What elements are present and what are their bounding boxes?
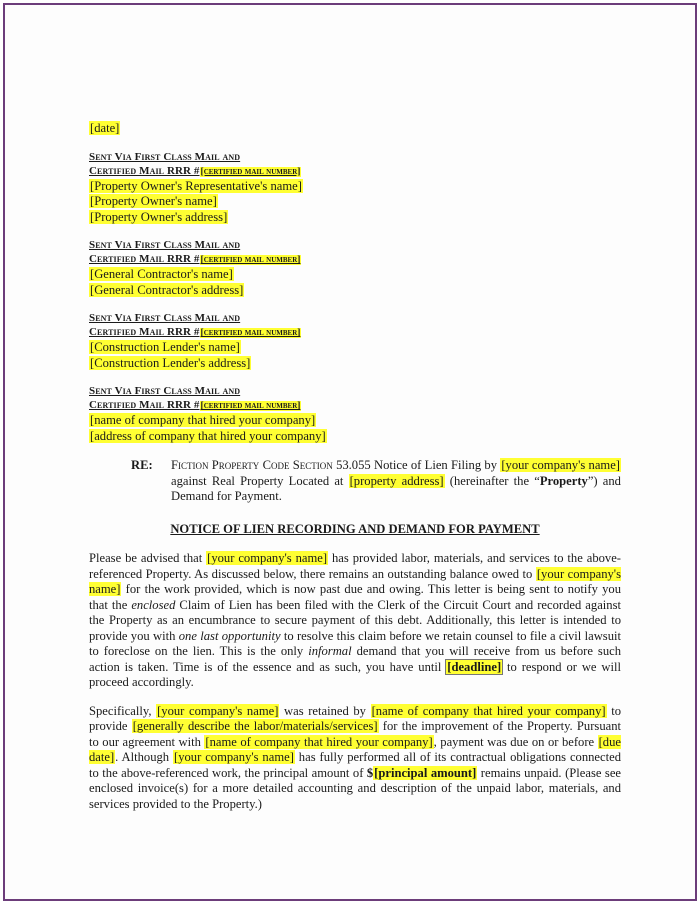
p1-text: demand that you will receive from us before such action is taken. Time is of the essence and as such, you have until: [89, 644, 621, 674]
p1-text: Claim of Lien has been filed with the Clerk of the Circuit Court and recorded against the Property as an encumbrance to secure payment of this debt. Additionally, this letter is intended to provide you with: [89, 597, 621, 643]
hiring-company-placeholder: [name of company that hired your company]: [371, 703, 606, 718]
re-text-3: (hereinafter the “: [444, 473, 540, 488]
recipient-line: [Construction Lender's name]: [90, 340, 240, 354]
recipient-block-1: [89, 150, 621, 226]
p1-text: to resolve this claim before we retain counsel to file a civil lawsuit to foreclose on the lien. This is the only: [89, 628, 621, 658]
certified-label: Certified Mail RRR #: [89, 326, 200, 338]
p2-text: was retained by: [279, 703, 371, 718]
sent-via-label: Sent Via First Class Mail and: [89, 150, 241, 163]
p2-text: has fully performed all of its contractual obligations connected to the above-referenced work, the principal amount of: [89, 750, 622, 780]
certified-label: Certified Mail RRR #: [89, 253, 200, 265]
certified-number: [certified mail number]: [200, 328, 301, 338]
date-placeholder: [date]: [90, 121, 120, 135]
last-opportunity-italic: one last opportunity: [178, 628, 281, 643]
property-term: Property: [539, 473, 588, 488]
hiring-company-placeholder: [name of company that hired your company]: [205, 734, 433, 749]
recipient-line: [Property Owner's name]: [90, 194, 217, 208]
recipient-block-2: [89, 238, 621, 298]
re-label: RE:: [131, 458, 153, 472]
letter-body: [89, 121, 621, 825]
sent-via-label: Sent Via First Class Mail and: [89, 239, 241, 251]
services-placeholder: [generally describe the labor/materials/services]: [132, 719, 378, 733]
company-name-placeholder: [your company's name]: [157, 703, 279, 718]
informal-italic: informal: [308, 644, 352, 658]
re-text-1: 53.055 Notice of Lien Filing by: [332, 458, 501, 472]
p2-text: . Although: [115, 750, 174, 764]
p2-text: Specifically,: [89, 703, 157, 718]
p2-text: for the improvement of the Property. Pursuant to our agreement with: [89, 719, 622, 749]
recipient-block-4: [89, 384, 621, 444]
company-name-placeholder: [your company's name]: [207, 551, 328, 565]
certified-label: Certified Mail RRR #: [89, 399, 200, 411]
p1-text: to respond or we will proceed accordingly.: [89, 659, 621, 689]
deadline-placeholder: [deadline]: [447, 659, 502, 674]
property-address-placeholder: [property address]: [349, 473, 444, 488]
re-text-2: against Real Property Located at: [171, 473, 349, 488]
sent-via-label: Sent Via First Class Mail and: [89, 312, 241, 324]
certified-label: Certified Mail RRR #: [89, 164, 200, 177]
p2-text: , payment was due on or before: [433, 734, 598, 749]
re-line: [131, 458, 621, 505]
sent-via-label: Sent Via First Class Mail and: [89, 385, 241, 397]
document-page: [3, 3, 697, 901]
re-code: Fiction Property Code Section: [171, 458, 333, 472]
principal-amount-placeholder: [principal amount]: [374, 765, 477, 780]
due-date-placeholder: [due date]: [89, 734, 621, 764]
recipient-line: [Property Owner's Representative's name]: [90, 178, 302, 193]
company-name-placeholder: [your company's name]: [501, 458, 621, 472]
certified-number: [certified mail number]: [200, 255, 301, 265]
company-name-placeholder: [your company's name]: [89, 566, 621, 596]
company-name-placeholder: [your company's name]: [174, 750, 294, 764]
p2-text: remains unpaid. (Please see enclosed invoice(s) for a more detailed accounting and description of the unpaid labor, materials, and services provided to the Property.): [89, 765, 621, 811]
recipient-line: [address of company that hired your company]: [90, 428, 326, 443]
p1-text: has provided labor, materials, and services to the above-referenced Property. As discussed below, there remains an outstanding balance owed to: [89, 551, 622, 581]
p2-text: to provide: [89, 703, 622, 733]
p1-text: Please be advised that: [89, 551, 207, 565]
recipient-line: [name of company that hired your company]: [90, 413, 316, 427]
date-block: [89, 121, 621, 137]
re-text: [171, 458, 621, 505]
p1-text: for the work provided, which is now past due and owing. This letter is being sent to notify you that the: [89, 582, 621, 612]
paragraph-2: [89, 704, 621, 813]
enclosed-italic: enclosed: [131, 597, 176, 612]
dollar-sign: $: [366, 765, 374, 780]
re-text-4: ”) and Demand for Payment.: [171, 473, 621, 503]
paragraph-1: [89, 551, 621, 691]
recipient-line: [General Contractor's address]: [90, 282, 244, 297]
recipient-line: [Construction Lender's address]: [90, 355, 251, 370]
recipient-line: [Property Owner's address]: [90, 209, 228, 224]
notice-heading: NOTICE OF LIEN RECORDING AND DEMAND FOR PAYMENT: [170, 521, 540, 536]
certified-number: [certified mail number]: [200, 401, 301, 411]
certified-number: [certified mail number]: [200, 166, 301, 177]
recipient-block-3: [89, 311, 621, 371]
recipient-line: [General Contractor's name]: [90, 267, 233, 281]
